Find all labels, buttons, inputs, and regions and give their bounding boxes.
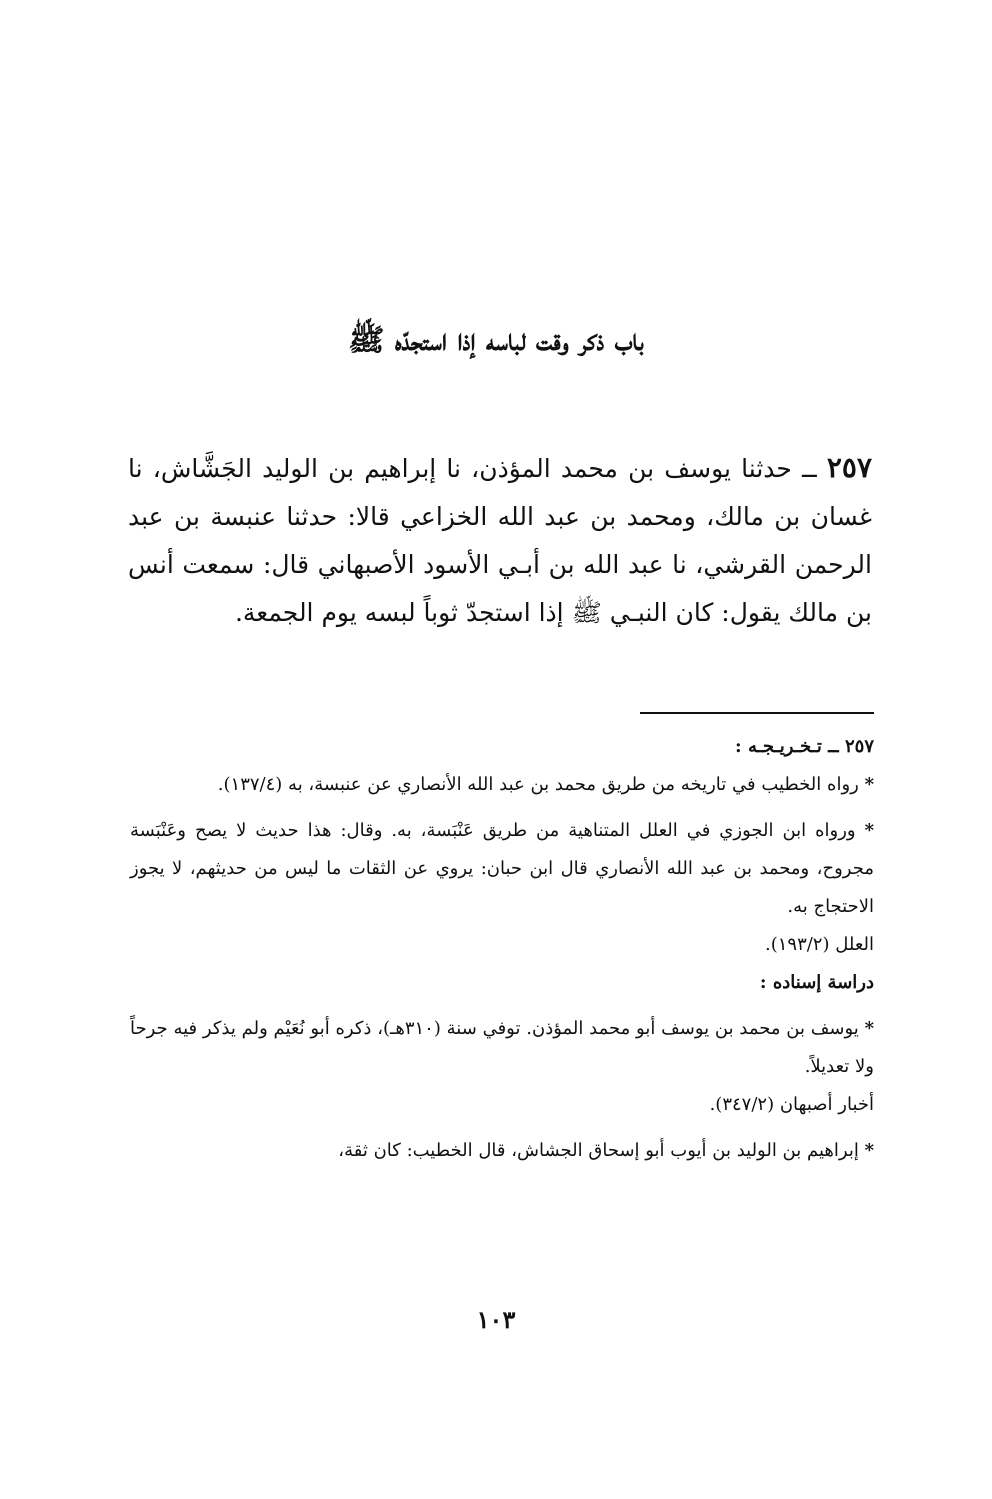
- hadith-text: حدثنا يوسف بن محمد المؤذن، نا إبراهيم بن الوليد الجَشَّاش، نا غسان بن مالك، ومحمد بن عبد الله الخزاعي قالا: حدثنا عنبسة بن عبد الرحمن القرشي، نا عبد الله بن أبـي الأسود الأصبهاني قال: سمعت أنس بن مالك يقول: كان النبـي ﷺ إذا استجدّ ثوباً لبسه يوم الجمعة.: [128, 454, 872, 627]
- footnotes: [130, 728, 874, 1170]
- isnad-item-1-reference: أخبار أصبهان (٣٤٧/٢).: [709, 1094, 874, 1115]
- takhrij-item-1: [130, 766, 874, 804]
- isnad-heading: دراسة إسناده :: [759, 972, 874, 993]
- bullet-star-icon: *: [864, 1140, 874, 1161]
- takhrij-item-2: [130, 812, 874, 926]
- hadith-separator: ــ: [791, 454, 827, 483]
- page-number: ١٠٣: [476, 1305, 516, 1334]
- hadith-number: ٢٥٧: [826, 451, 872, 484]
- chapter-title: باب ذكر وقت لباسه إذا استجدّه ﷺ: [348, 323, 644, 358]
- footnote-divider: [640, 712, 874, 714]
- isnad-item-2: [130, 1132, 874, 1170]
- takhrij-item-1-text: رواه الخطيب في تاريخه من طريق محمد بن عبد الله الأنصاري عن عنبسة، به (١٣٧/٤).: [217, 774, 859, 795]
- bullet-star-icon: *: [864, 820, 874, 841]
- isnad-item-2-text: إبراهيم بن الوليد بن أيوب أبو إسحاق الجشاش، قال الخطيب: كان ثقة،: [338, 1140, 859, 1161]
- hadith-paragraph: [128, 444, 872, 637]
- takhrij-heading: ٢٥٧ ــ تـخـريـجـه :: [735, 736, 874, 757]
- takhrij-item-2-text: ورواه ابن الجوزي في العلل المتناهية من طريق عَنْبَسة، به. وقال: هذا حديث لا يصح وعَنْبَسة مجروح، ومحمد بن عبد الله الأنصاري قال ابن حبان: يروي عن الثقات ما ليس من حديثهم، لا يجوز الاحتجاج به.: [130, 820, 874, 917]
- bullet-star-icon: *: [864, 1018, 875, 1039]
- isnad-item-1-text: يوسف بن محمد بن يوسف أبو محمد المؤذن. توفي سنة (٣١٠هـ)، ذكره أبو نُعَيْم ولم يذكر فيه جرحاً ولا تعديلاً.: [130, 1018, 874, 1077]
- bullet-star-icon: *: [864, 774, 874, 795]
- isnad-item-1: [130, 1010, 874, 1086]
- takhrij-item-2-reference: العلل (١٩٣/٢).: [764, 934, 874, 955]
